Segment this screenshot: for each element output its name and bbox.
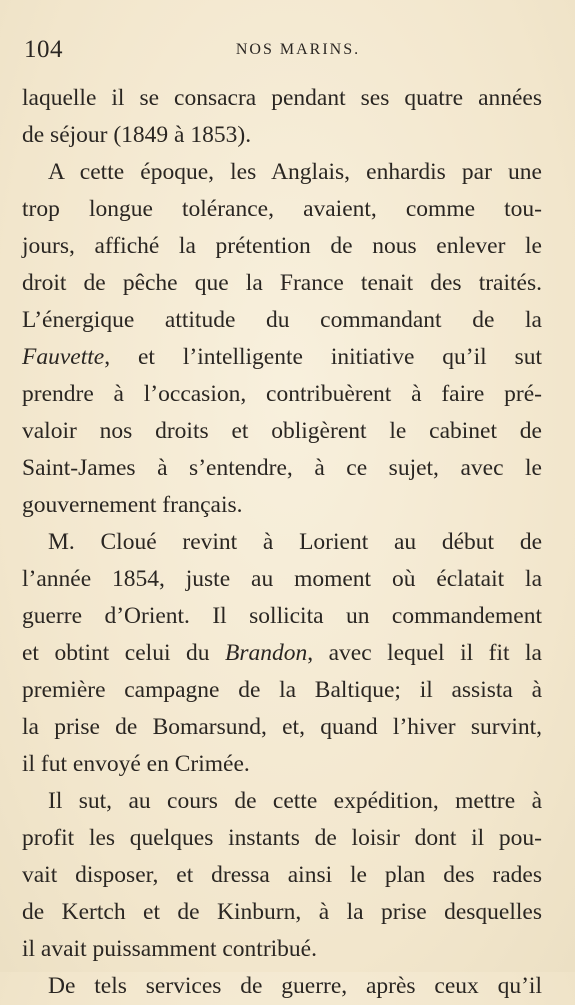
- text-line: De tels services de guerre, après ceux qu’il: [48, 973, 542, 999]
- page-number: 104: [24, 36, 63, 63]
- text-line: il avait puissamment contribué.: [22, 936, 317, 962]
- text-line: la prise de Bomarsund, et, quand l’hiver survint,: [22, 714, 542, 740]
- text-line: valoir nos droits et obligèrent le cabinet de: [22, 418, 542, 444]
- text-line: vait disposer, et dressa ainsi le plan des rades: [22, 862, 542, 888]
- text-line: il fut envoyé en Crimée.: [22, 751, 250, 777]
- text-line: de séjour (1849 à 1853).: [22, 122, 252, 148]
- text-line: Il sut, au cours de cette expédition, mettre à: [48, 788, 542, 814]
- text-line: L’énergique attitude du commandant de la: [22, 307, 542, 333]
- body-text: [22, 80, 542, 1005]
- page-header: [24, 36, 544, 64]
- text-line: guerre d’Orient. Il sollicita un commandement: [22, 603, 542, 629]
- text-line: Fauvette, et l’intelligente initiative qu’il sut: [22, 344, 542, 370]
- ship-name-brandon: Brandon: [224, 640, 308, 666]
- text-line: et obtint celui du Brandon, avec lequel il fit la: [22, 640, 542, 666]
- text-line: A cette époque, les Anglais, enhardis par une: [48, 159, 542, 185]
- text-line: profit les quelques instants de loisir dont il pou-: [22, 825, 542, 851]
- text-line: première campagne de la Baltique; il assista à: [22, 677, 542, 703]
- ship-name-fauvette: Fauvette: [22, 344, 105, 370]
- text-line: l’année 1854, juste au moment où éclatait la: [22, 566, 542, 592]
- text-line: de Kertch et de Kinburn, à la prise desquelles: [22, 899, 542, 925]
- text-line: M. Cloué revint à Lorient au début de: [48, 529, 542, 555]
- text-line: jours, affiché la prétention de nous enlever le: [22, 233, 542, 259]
- text-line: prendre à l’occasion, contribuèrent à faire pré-: [22, 381, 542, 407]
- text-line: laquelle il se consacra pendant ses quatre années: [22, 85, 542, 111]
- text-line: gouvernement français.: [22, 492, 243, 518]
- text-line: Saint-James à s’entendre, à ce sujet, avec le: [22, 455, 542, 481]
- text-line: trop longue tolérance, avaient, comme tou-: [22, 196, 542, 222]
- running-head: NOS MARINS.: [235, 41, 361, 58]
- text-line: droit de pêche que la France tenait des traités.: [22, 270, 542, 296]
